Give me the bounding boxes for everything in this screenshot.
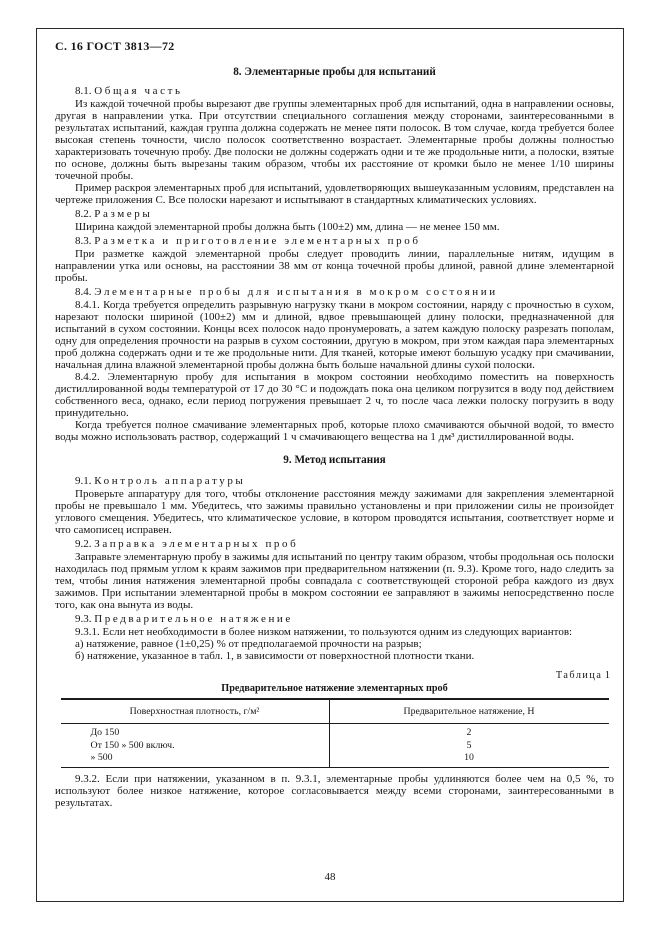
table-1-label bbox=[55, 670, 610, 681]
table-row bbox=[61, 740, 609, 753]
paragraph-9-2-a: Заправьте элементарную пробу в зажимы для испытаний по центру таким образом, чтобы продольная ось полоски находилась под прямым углом к краям зажимов при предварительном натяжении (п. 9.3). Кроме того, надо следить за тем, чтобы линия натяжения элементарной пробы совпадала с соответствующей стороной ребра каждого из двух зажимов. При испытании элементарной пробы в мокром состоянии ее заправляют в зажимы непосредственно после того, как она вынута из воды. bbox=[55, 551, 614, 611]
subsection-8-4-heading bbox=[55, 286, 614, 298]
subsection-title: Размеры bbox=[94, 208, 153, 220]
cell-tension: 2 bbox=[466, 727, 472, 738]
subsection-number: 8.4. bbox=[75, 286, 92, 298]
subsection-9-2-heading bbox=[55, 538, 614, 550]
table-1-title: Предварительное натяжение элементарных проб bbox=[221, 683, 448, 694]
subsection-9-1-heading bbox=[55, 475, 614, 487]
table-label-word: Таблица bbox=[555, 670, 603, 681]
cell-tension: 10 bbox=[464, 752, 474, 763]
page-number: 48 bbox=[324, 871, 336, 883]
subsection-title: Контроль аппаратуры bbox=[94, 475, 246, 487]
cell-density: До 150 bbox=[61, 724, 330, 740]
list-item-a: а) натяжение, равное (1±0,25) % от предполагаемой прочности на разрыв; bbox=[75, 638, 422, 650]
column-header-tension: Предварительное натяжение, Н bbox=[329, 699, 608, 724]
paragraph-9-3-2: 9.3.2. Если при натяжении, указанном в п. 9.3.1, элементарные пробы удлиняются более чем на 0,5 %, то используют более низкое натяжение, которое согласовывается между всеми сторонами, заинтересованными в результатах. bbox=[55, 772, 614, 809]
column-header-density: Поверхностная плотность, г/м² bbox=[61, 699, 330, 724]
paragraph-8-2-a: Ширина каждой элементарной пробы должна быть (100±2) мм, длина — не менее 150 мм. bbox=[75, 221, 500, 233]
paragraph-9-1-a: Проверьте аппаратуру для того, чтобы отклонение расстояния между зажимами для закрепления элементарной пробы не превышало 1 мм. Убедитесь, что зажимы правильно установлены и при приложении силы не произойдет углового смещения. Убедитесь, что климатическое условие, в котором проводятся испытания, соответствует норме и что самописец исправен. bbox=[55, 488, 614, 536]
cell-tension: 5 bbox=[466, 739, 472, 751]
cell-density: От 150 » 500 включ. bbox=[61, 740, 330, 753]
subsection-number: 9.1. bbox=[75, 475, 92, 487]
subsection-number: 9.3. bbox=[75, 613, 92, 625]
subsection-number: 8.3. bbox=[75, 235, 92, 247]
subsection-title: Разметка и приготовление элементарных проб bbox=[94, 235, 421, 247]
pretension-table bbox=[61, 698, 609, 768]
table-header-row bbox=[61, 699, 609, 724]
subsection-title: Предварительное натяжение bbox=[94, 613, 293, 625]
subsection-8-1-heading bbox=[55, 85, 614, 97]
paragraph-8-4-1: 8.4.1. Когда требуется определить разрывную нагрузку ткани в мокром состоянии, наряду с прочностью в сухом, нарезают полоски шириной (100±2) мм и длиной, вдвое превышающей длину полоски, предназначенной для испытаний в сухом состоянии. Концы всех полосок надо пронумеровать, а затем каждую полоску разрезать пополам, одну для определения прочности на разрыв в сухом состоянии, другую в мокром, при этом каждая пара элементарных проб должна содержать одни и те же продольные нити. Для тканей, которые имеют большую усадку при смачивании, начальная длина влажной элементарной пробы должна быть больше начальной длины сухой полоски. bbox=[55, 299, 614, 371]
list-item-b: б) натяжение, указанное в табл. 1, в зависимости от поверхностной плотности ткани. bbox=[75, 650, 475, 662]
page-frame bbox=[36, 28, 624, 902]
paragraph-8-4-2b: Когда требуется полное смачивание элементарных проб, которые плохо смачиваются обычной водой, то вместо воды можно использовать раствор, содержащий 1 ч смачивающего вещества на 1 дм³ дистиллированной воды. bbox=[55, 419, 614, 443]
subsection-9-3-heading bbox=[55, 613, 614, 625]
cell-density: » 500 bbox=[61, 752, 330, 767]
paragraph-8-1-b: Пример раскроя элементарных проб для испытаний, удовлетворяющих вышеуказанным условиям, представлен на чертеже приложения С. Все полоски нарезают и испытывают в стандартных климатических условиях. bbox=[55, 182, 614, 206]
paragraph-8-1-a: Из каждой точечной пробы вырезают две группы элементарных проб для испытаний, одна в направлении основы, другая в направлении утка. При отсутствии специального соглашения между сторонами, заинтересованными в результатах испытаний, каждая группа должна содержать не менее пяти полосок. В том случае, когда требуется более высокая степень точности, число полосок соответственно возрастает. Элементарные пробы должны полностью характеризовать точечную пробу. Две полоски не должны содержать одни и те же продольные нити, а полоски, взятые по основе, должны быть вырезаны таким образом, чтобы их расстояние от кромки было не менее 1/10 ширины точечной пробы. bbox=[55, 98, 614, 182]
running-header: С. 16 ГОСТ 3813—72 bbox=[55, 39, 175, 53]
subsection-title: Заправка элементарных проб bbox=[94, 538, 299, 550]
table-row bbox=[61, 724, 609, 740]
subsection-title: Общая часть bbox=[94, 85, 183, 97]
paragraph-8-4-2: 8.4.2. Элементарную пробу для испытания в мокром состоянии необходимо поместить на поверхность дистиллированной воды температурой от 17 до 30 °С и подождать пока она целиком погрузится в воду под действием собственного веса, однако, если период погружения превышает 2 ч, то после часа лежки полоску погрузить в воду принудительно. bbox=[55, 371, 614, 419]
subsection-number: 8.1. bbox=[75, 85, 92, 97]
subsection-8-3-heading bbox=[55, 235, 614, 247]
table-row bbox=[61, 752, 609, 767]
subsection-8-2-heading bbox=[55, 208, 614, 220]
section-9-title: 9. Метод испытания bbox=[283, 454, 386, 466]
section-8-title: 8. Элементарные пробы для испытаний bbox=[233, 66, 436, 78]
paragraph-8-3-a: При разметке каждой элементарной пробы следует проводить линии, параллельные нитям, идущим в направлении утка или основы, на расстоянии 38 мм от конца точечной пробы длиной, равной длине элементарной пробы. bbox=[55, 248, 614, 284]
paragraph-9-3-1: 9.3.1. Если нет необходимости в более низком натяжении, то пользуются одним из следующих вариантов: bbox=[75, 626, 573, 638]
subsection-number: 8.2. bbox=[75, 208, 92, 220]
subsection-title: Элементарные пробы для испытания в мокром состоянии bbox=[94, 286, 498, 298]
table-label-number: 1 bbox=[604, 670, 610, 681]
subsection-number: 9.2. bbox=[75, 538, 92, 550]
